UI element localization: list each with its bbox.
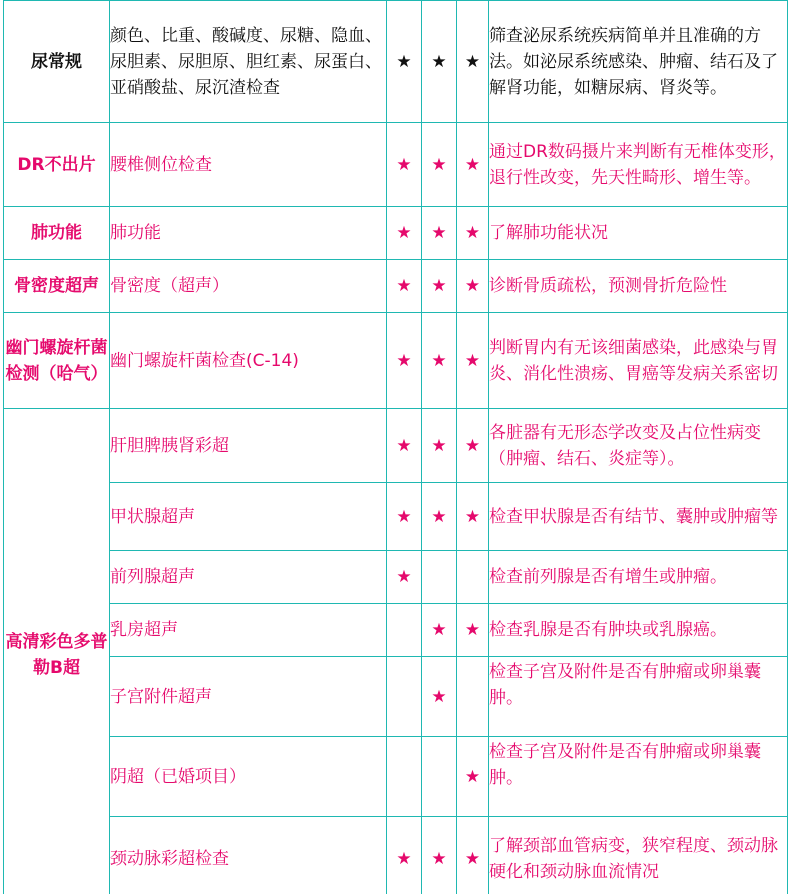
- star-cell: ★: [457, 123, 489, 207]
- star-cell: [422, 551, 457, 604]
- item-cell: 颈动脉彩超检查: [110, 817, 387, 894]
- description-cell: 筛查泌尿系统疾病简单并且准确的方法。如泌尿系统感染、肿瘤、结石及了解肾功能，如糖尿病、肾炎等。: [489, 1, 788, 123]
- category-cell: DR不出片: [4, 123, 110, 207]
- table-row: [4, 260, 788, 313]
- star-cell: ★: [457, 1, 489, 123]
- table-row: [4, 604, 788, 657]
- table-row: [4, 551, 788, 604]
- category-cell: 骨密度超声: [4, 260, 110, 313]
- description-cell: 了解颈部血管病变，狭窄程度、颈动脉硬化和颈动脉血流情况: [489, 817, 788, 894]
- description-cell: 检查乳腺是否有肿块或乳腺癌。: [489, 604, 788, 657]
- category-cell: 尿常规: [4, 1, 110, 123]
- star-cell: ★: [387, 260, 422, 313]
- star-cell: ★: [387, 123, 422, 207]
- star-cell: ★: [457, 817, 489, 894]
- category-cell: 肺功能: [4, 207, 110, 260]
- description-cell: 诊断骨质疏松，预测骨折危险性: [489, 260, 788, 313]
- description-cell: 判断胃内有无该细菌感染，此感染与胃炎、消化性溃疡、胃癌等发病关系密切: [489, 313, 788, 409]
- item-cell: 骨密度（超声）: [110, 260, 387, 313]
- item-cell: 幽门螺旋杆菌检查(C-14): [110, 313, 387, 409]
- star-cell: ★: [422, 657, 457, 737]
- star-cell: [387, 657, 422, 737]
- star-cell: ★: [387, 1, 422, 123]
- description-cell: 了解肺功能状况: [489, 207, 788, 260]
- item-cell: 前列腺超声: [110, 551, 387, 604]
- item-cell: 肺功能: [110, 207, 387, 260]
- table-row: [4, 657, 788, 737]
- star-cell: ★: [457, 313, 489, 409]
- table-row: [4, 483, 788, 551]
- star-cell: ★: [457, 483, 489, 551]
- star-cell: ★: [387, 817, 422, 894]
- table-row: [4, 123, 788, 207]
- star-cell: ★: [387, 409, 422, 483]
- item-cell: 阴超（已婚项目）: [110, 737, 387, 817]
- item-cell: 肝胆脾胰肾彩超: [110, 409, 387, 483]
- star-cell: ★: [457, 207, 489, 260]
- table-row: [4, 817, 788, 894]
- description-cell: 检查子宫及附件是否有肿瘤或卵巢囊肿。: [489, 657, 788, 737]
- category-cell: 高清彩色多普勒B超: [4, 409, 110, 894]
- star-cell: ★: [422, 817, 457, 894]
- star-cell: ★: [422, 260, 457, 313]
- table-row: [4, 1, 788, 123]
- category-cell: 幽门螺旋杆菌检测（哈气）: [4, 313, 110, 409]
- star-cell: [457, 657, 489, 737]
- star-cell: ★: [457, 604, 489, 657]
- star-cell: [387, 737, 422, 817]
- star-cell: ★: [422, 604, 457, 657]
- star-cell: ★: [457, 260, 489, 313]
- item-cell: 乳房超声: [110, 604, 387, 657]
- description-cell: 各脏器有无形态学改变及占位性病变（肿瘤、结石、炎症等）。: [489, 409, 788, 483]
- star-cell: ★: [387, 483, 422, 551]
- star-cell: ★: [422, 313, 457, 409]
- star-cell: ★: [422, 1, 457, 123]
- checkup-items-table: [3, 0, 788, 894]
- description-cell: 检查甲状腺是否有结节、囊肿或肿瘤等: [489, 483, 788, 551]
- table-row: [4, 207, 788, 260]
- star-cell: ★: [422, 409, 457, 483]
- star-cell: ★: [387, 313, 422, 409]
- star-cell: ★: [422, 123, 457, 207]
- table-row: [4, 313, 788, 409]
- item-cell: 甲状腺超声: [110, 483, 387, 551]
- item-cell: 腰椎侧位检查: [110, 123, 387, 207]
- description-cell: 检查子宫及附件是否有肿瘤或卵巢囊肿。: [489, 737, 788, 817]
- star-cell: ★: [457, 737, 489, 817]
- star-cell: [422, 737, 457, 817]
- table-row: [4, 409, 788, 483]
- description-cell: 检查前列腺是否有增生或肿瘤。: [489, 551, 788, 604]
- item-cell: 子宫附件超声: [110, 657, 387, 737]
- item-cell: 颜色、比重、酸碱度、尿糖、隐血、尿胆素、尿胆原、胆红素、尿蛋白、亚硝酸盐、尿沉渣检查: [110, 1, 387, 123]
- star-cell: [457, 551, 489, 604]
- star-cell: ★: [422, 207, 457, 260]
- star-cell: ★: [387, 207, 422, 260]
- star-cell: ★: [387, 551, 422, 604]
- star-cell: ★: [457, 409, 489, 483]
- description-cell: 通过DR数码摄片来判断有无椎体变形，退行性改变，先天性畸形、增生等。: [489, 123, 788, 207]
- table-row: [4, 737, 788, 817]
- star-cell: ★: [422, 483, 457, 551]
- star-cell: [387, 604, 422, 657]
